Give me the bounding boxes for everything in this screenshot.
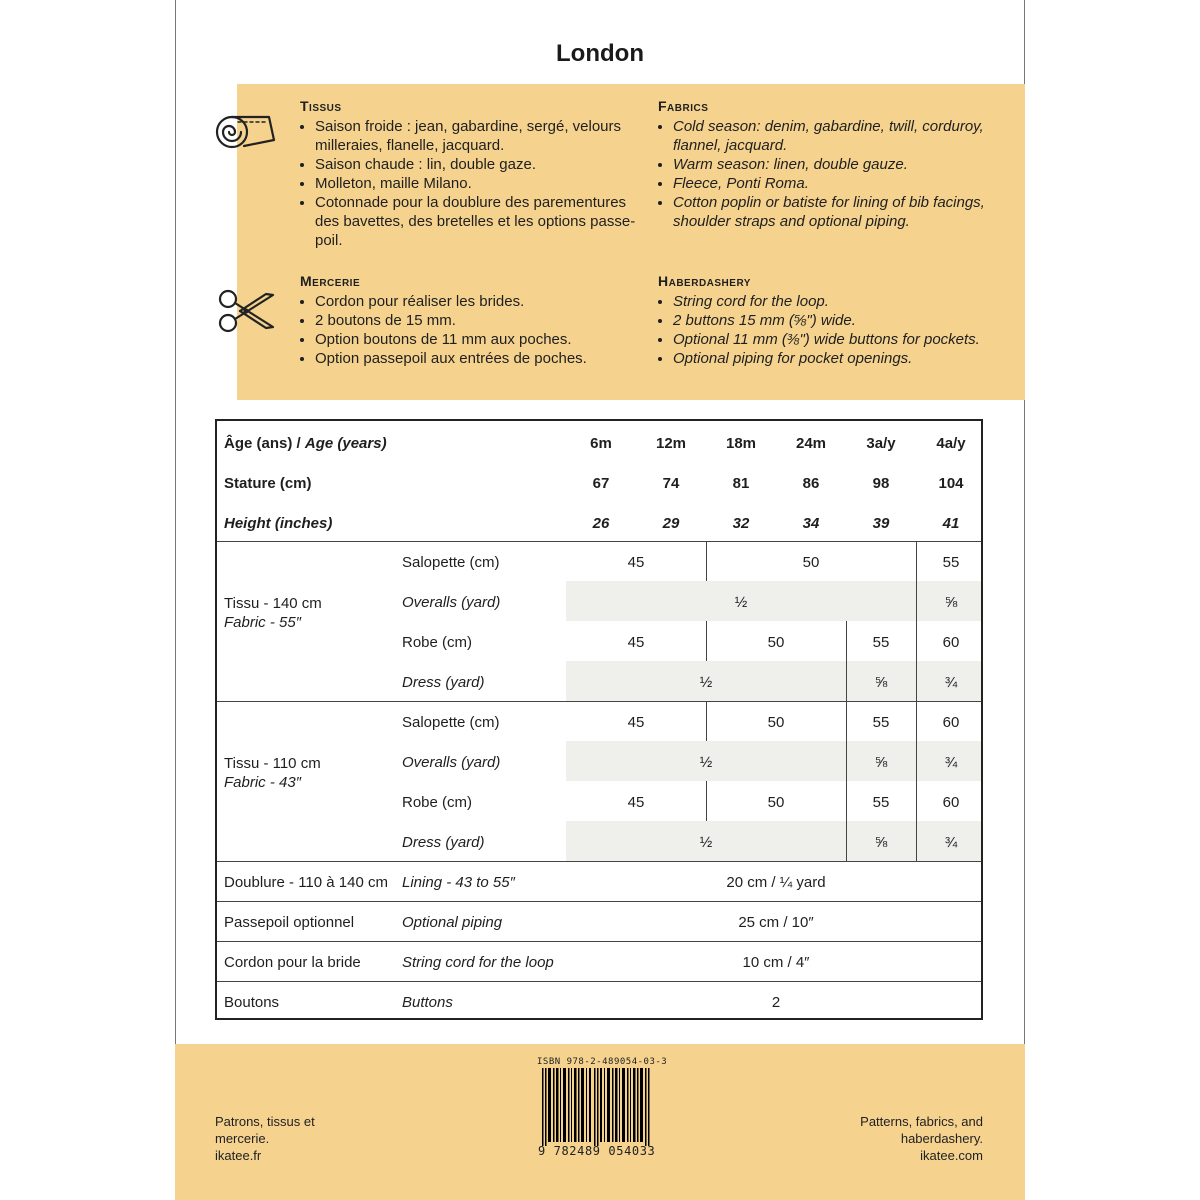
table-cell: 55	[872, 634, 890, 651]
footer-left: Patrons, tissus et mercerie. ikatee.fr	[215, 1114, 315, 1163]
lining-label-en: Lining - 43 to 55″	[402, 874, 515, 891]
list-item: • Saison froide : jean, gabardine, sergé, velours milleraies, flanelle, jacquard.	[315, 117, 640, 155]
table-cell: ⅝	[944, 594, 958, 611]
stature-value: 104	[938, 475, 964, 492]
fabrics-en-section	[658, 97, 998, 231]
stature-label: Stature (cm)	[224, 475, 312, 492]
list-item: • Saison chaude : lin, double gaze.	[315, 155, 640, 174]
cord-label-en: String cord for the loop	[402, 954, 554, 971]
table-cell: 60	[942, 794, 960, 811]
page-title: London	[556, 40, 644, 67]
row-label: Dress (yard)	[402, 674, 485, 691]
stature-value: 81	[732, 475, 750, 492]
age-24m: 24m	[795, 435, 827, 452]
list-item: • Optional 11 mm (⅜") wide buttons for pockets.	[673, 330, 998, 349]
height-value: 34	[802, 515, 820, 532]
row-label: Overalls (yard)	[402, 754, 501, 771]
group-label: Tissu - 140 cm Fabric - 55″	[224, 595, 322, 631]
table-cell: ⅝	[874, 754, 888, 771]
table-cell: 45	[627, 634, 645, 651]
haberdashery-en-section	[658, 272, 998, 368]
row-label: Robe (cm)	[402, 794, 473, 811]
fabrics-en-heading: Fabrics	[658, 98, 709, 114]
height-value: 39	[872, 515, 890, 532]
haberdashery-fr-heading: Mercerie	[300, 273, 361, 289]
buttons-value: 2	[771, 994, 781, 1011]
isbn-label: ISBN 978-2-489054-03-3	[537, 1057, 668, 1067]
age-4y: 4a/y	[936, 435, 966, 452]
list-item: • Optional piping for pocket openings.	[673, 349, 998, 368]
list-item: • Molleton, maille Milano.	[315, 174, 640, 193]
list-item: • Cotton poplin or batiste for lining of bib facings, shoulder straps and optional piping.	[673, 193, 998, 231]
table-cell: ¾	[944, 754, 958, 771]
row-label: Salopette (cm)	[402, 714, 500, 731]
piping-label-fr: Passepoil optionnel	[224, 914, 355, 931]
table-cell: ⅝	[874, 674, 888, 691]
list-item: • Option boutons de 11 mm aux poches.	[315, 330, 640, 349]
footer-right: Patterns, fabrics, and haberdashery. ikatee.com	[860, 1114, 983, 1163]
lining-value: 20 cm / ¼ yard	[726, 874, 826, 891]
footer-link-fr[interactable]: ikatee.fr	[215, 1148, 262, 1163]
age-3y: 3a/y	[866, 435, 896, 452]
list-item: • Cold season: denim, gabardine, twill, corduroy, flannel, jacquard.	[673, 117, 998, 155]
table-cell: ¾	[944, 834, 958, 851]
table-cell: 55	[872, 714, 890, 731]
buttons-label-en: Buttons	[402, 994, 453, 1011]
table-cell: 50	[802, 554, 820, 571]
table-cell: ¾	[944, 674, 958, 691]
list-item: • 2 boutons de 15 mm.	[315, 311, 640, 330]
row-label: Salopette (cm)	[402, 554, 500, 571]
height-label: Height (inches)	[224, 515, 333, 532]
barcode-number: 9 782489 054033	[538, 1144, 656, 1158]
list-item: • 2 buttons 15 mm (⅝") wide.	[673, 311, 998, 330]
list-item: • Fleece, Ponti Roma.	[673, 174, 998, 193]
height-value: 29	[662, 515, 680, 532]
table-cell: 45	[627, 714, 645, 731]
cord-label-fr: Cordon pour la bride	[224, 954, 361, 971]
height-value: 32	[732, 515, 750, 532]
row-label: Robe (cm)	[402, 634, 473, 651]
table-cell: ½	[734, 594, 748, 611]
table-cell: 50	[767, 714, 785, 731]
table-cell: ½	[699, 834, 713, 851]
list-item: • Option passepoil aux entrées de poches.	[315, 349, 640, 368]
table-cell: 45	[627, 554, 645, 571]
stature-value: 74	[662, 475, 680, 492]
piping-value: 25 cm / 10″	[738, 914, 814, 931]
age-label: Âge (ans) / Age (years)	[224, 435, 387, 452]
row-label: Overalls (yard)	[402, 594, 501, 611]
piping-label-en: Optional piping	[402, 914, 503, 931]
stature-value: 98	[872, 475, 890, 492]
table-cell: ⅝	[874, 834, 888, 851]
age-18m: 18m	[725, 435, 757, 452]
fabric-roll-icon	[214, 106, 276, 156]
stature-value: 86	[802, 475, 820, 492]
lining-label-fr: Doublure - 110 à 140 cm	[224, 874, 388, 891]
scissors-icon	[216, 287, 276, 335]
table-cell: 55	[942, 554, 960, 571]
list-item: • Cotonnade pour la doublure des parementures des bavettes, des bretelles et les options passe-poil.	[315, 193, 640, 250]
table-cell: 60	[942, 714, 960, 731]
haberdashery-fr-section	[300, 272, 640, 368]
table-cell: ½	[699, 674, 713, 691]
height-value: 26	[592, 515, 610, 532]
table-cell: 55	[872, 794, 890, 811]
age-12m: 12m	[655, 435, 687, 452]
table-cell: ½	[699, 754, 713, 771]
buttons-label-fr: Boutons	[224, 994, 280, 1011]
table-cell: 50	[767, 634, 785, 651]
age-6m: 6m	[590, 435, 612, 452]
list-item: • Warm season: linen, double gauze.	[673, 155, 998, 174]
footer-link-en[interactable]: ikatee.com	[920, 1148, 983, 1163]
list-item: • String cord for the loop.	[673, 292, 998, 311]
yardage-table	[215, 419, 983, 1020]
barcode-icon	[540, 1068, 652, 1146]
group-label: Tissu - 110 cm Fabric - 43″	[224, 755, 321, 791]
table-cell: 45	[627, 794, 645, 811]
row-label: Dress (yard)	[402, 834, 485, 851]
fabrics-fr-heading: Tissus	[300, 98, 342, 114]
height-value: 41	[942, 515, 960, 532]
stature-value: 67	[592, 475, 610, 492]
table-cell: 50	[767, 794, 785, 811]
table-cell: 60	[942, 634, 960, 651]
haberdashery-en-heading: Haberdashery	[658, 273, 751, 289]
fabrics-fr-section	[300, 97, 640, 250]
list-item: • Cordon pour réaliser les brides.	[315, 292, 640, 311]
cord-value: 10 cm / 4″	[742, 954, 810, 971]
